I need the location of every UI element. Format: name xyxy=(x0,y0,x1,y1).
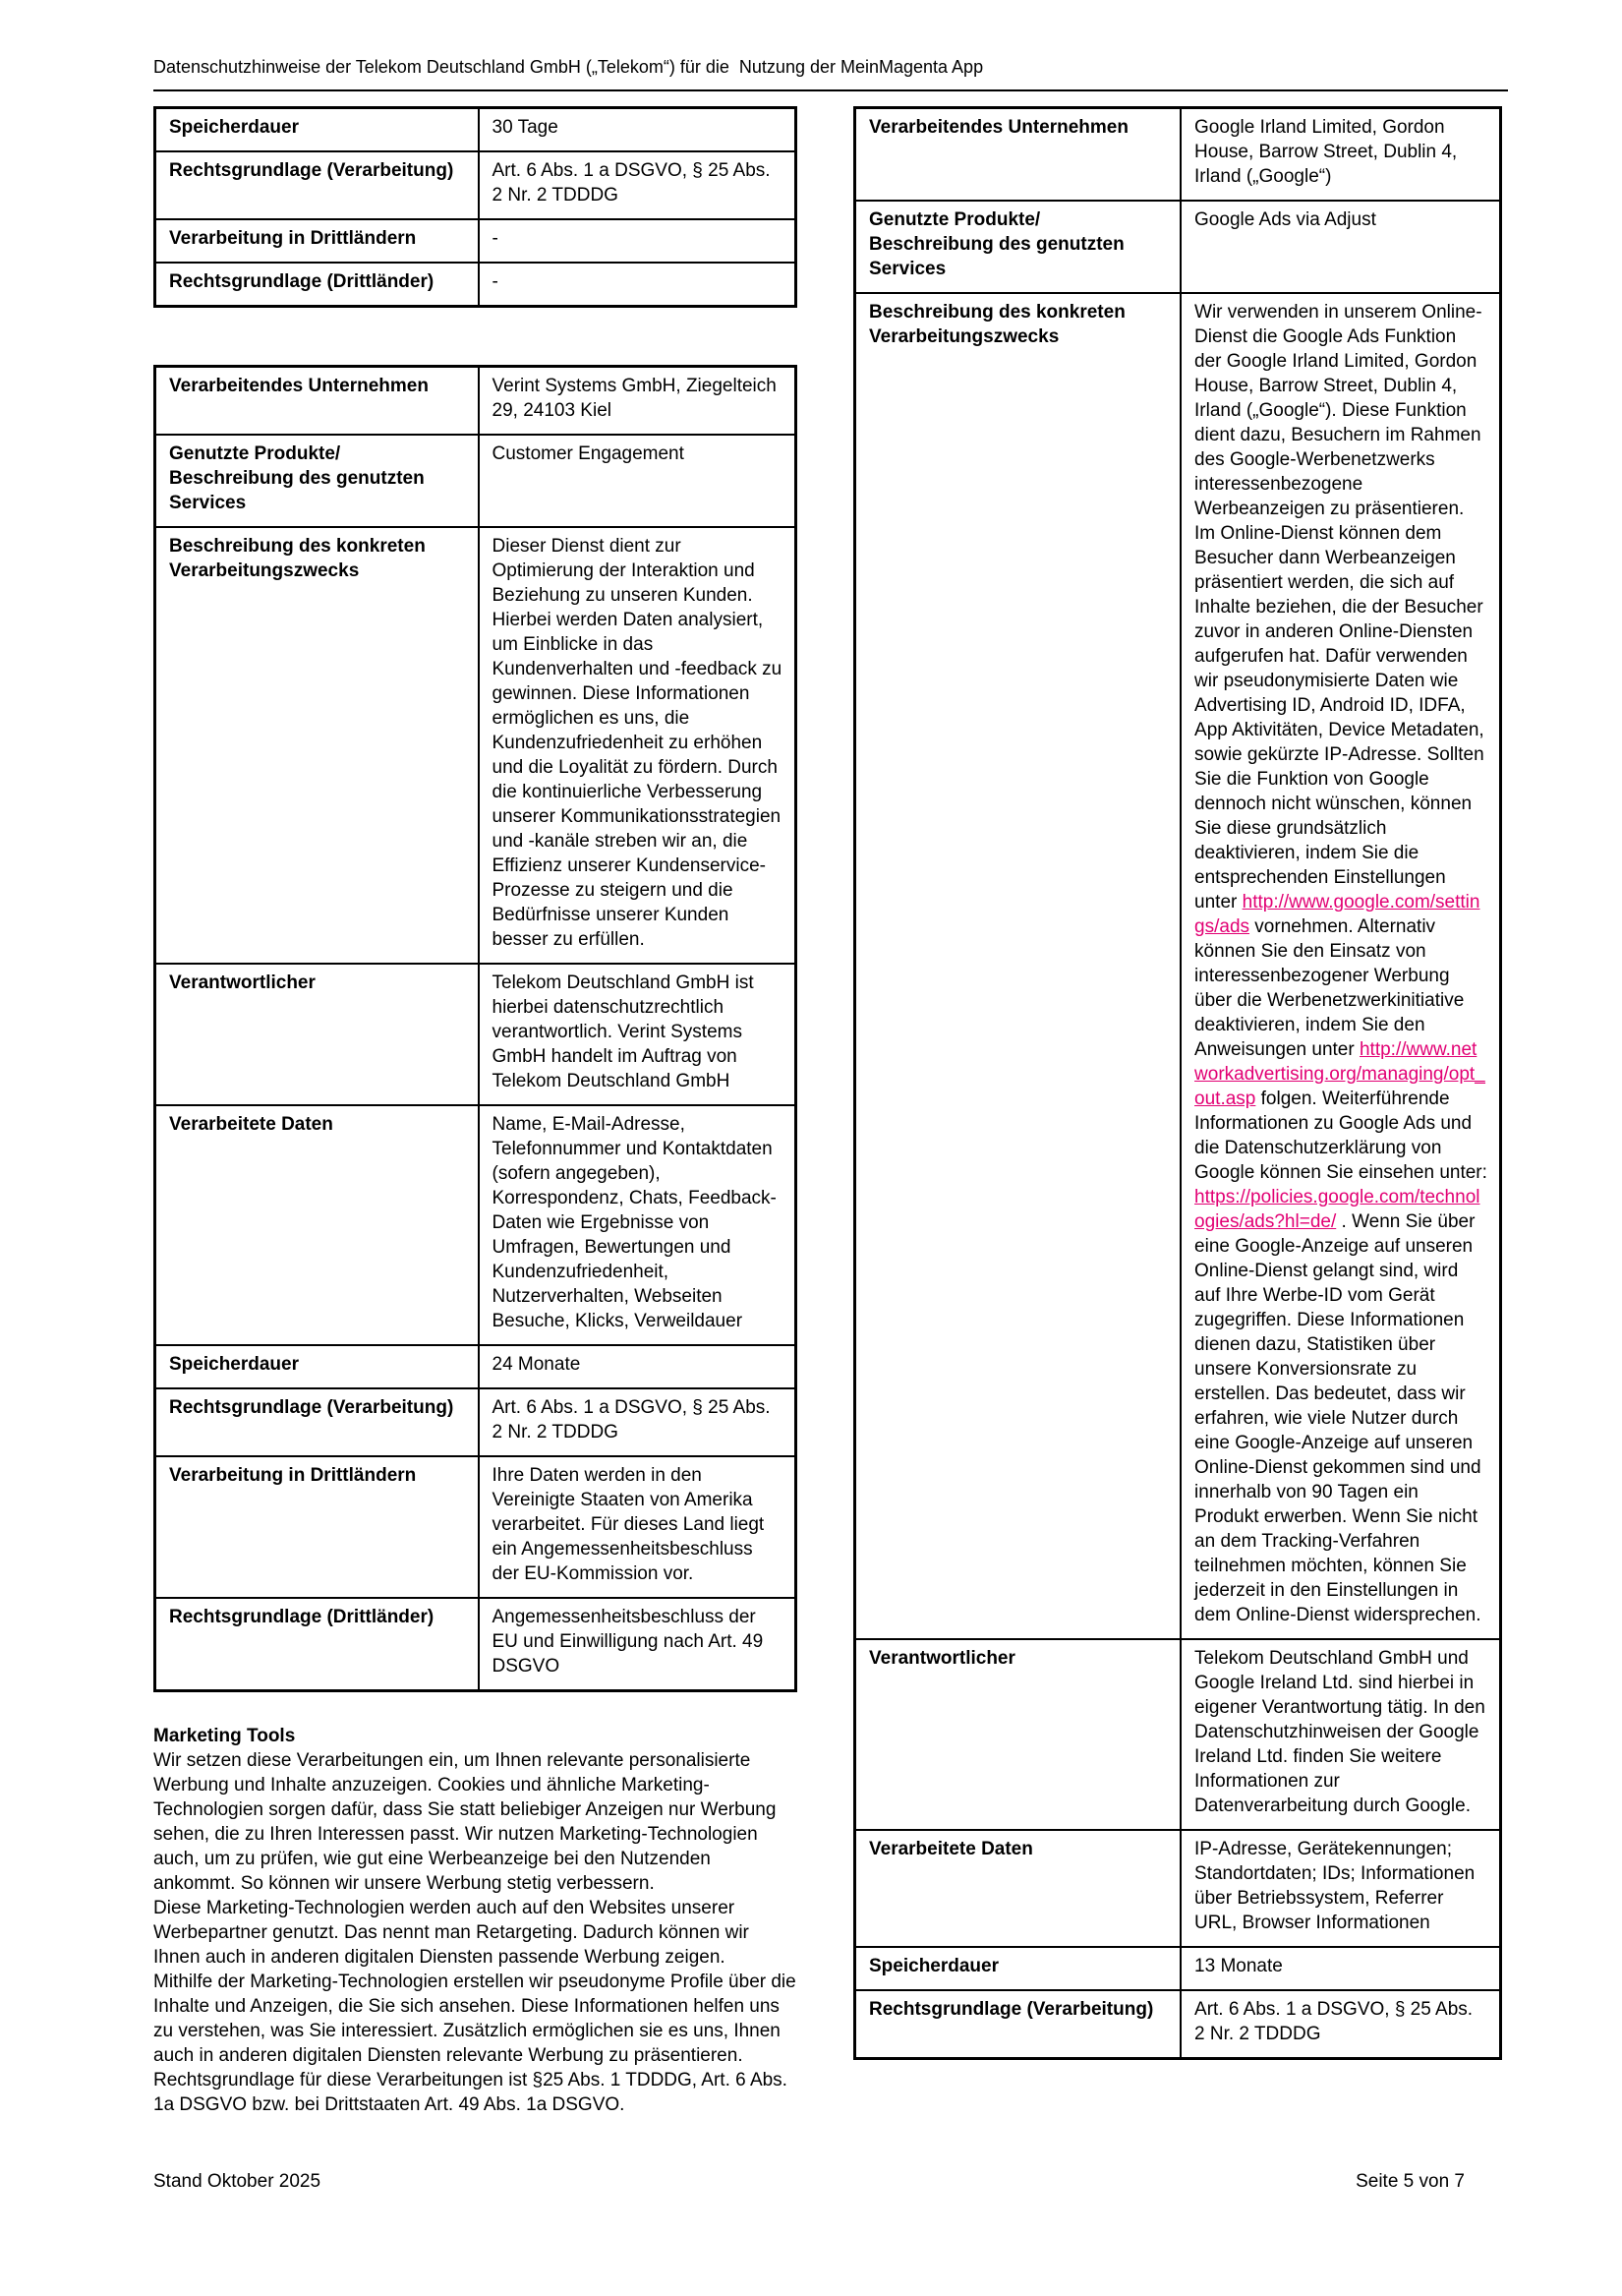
table-row xyxy=(855,1990,1501,2059)
right-column xyxy=(853,106,1502,2060)
table-row xyxy=(155,527,796,964)
table-row xyxy=(155,1598,796,1691)
page-title: Datenschutzhinweise der Telekom Deutschland GmbH („Telekom“) für die Nutzung der MeinMagenta App xyxy=(153,57,984,77)
row-label: Speicherdauer xyxy=(155,108,479,152)
marketing-tools-section xyxy=(153,1724,797,2117)
table-row xyxy=(155,1456,796,1598)
row-value: Google Irland Limited, Gordon House, Barrow Street, Dublin 4, Irland („Google“) xyxy=(1181,108,1500,202)
row-value: 24 Monate xyxy=(479,1345,796,1388)
external-link[interactable]: http://www.google.com/settings/ads xyxy=(1194,892,1480,937)
row-label: Verarbeitung in Drittländern xyxy=(155,1456,479,1598)
row-label: Verarbeitendes Unternehmen xyxy=(855,108,1182,202)
table-row xyxy=(855,293,1501,1639)
row-label: Rechtsgrundlage (Verarbeitung) xyxy=(155,1388,479,1456)
table-row xyxy=(155,435,796,527)
row-label: Rechtsgrundlage (Drittländer) xyxy=(155,1598,479,1691)
table-row xyxy=(855,201,1501,293)
row-value: Art. 6 Abs. 1 a DSGVO, § 25 Abs. 2 Nr. 2 TDDDG xyxy=(479,151,796,219)
row-label: Speicherdauer xyxy=(855,1947,1182,1990)
external-link[interactable]: https://policies.google.com/technologies/ads?hl=de/ xyxy=(1194,1187,1480,1232)
external-link[interactable]: http://www.networkadvertising.org/managing/opt_out.asp xyxy=(1194,1039,1485,1109)
left-column xyxy=(153,106,797,2117)
row-value: IP-Adresse, Gerätekennungen; Standortdaten; IDs; Informationen über Betriebssystem, Referrer URL, Browser Informationen xyxy=(1181,1830,1500,1947)
table-row xyxy=(155,219,796,263)
table-row xyxy=(155,263,796,307)
marketing-tools-text xyxy=(153,1748,797,2117)
marketing-paragraph: Rechtsgrundlage für diese Verarbeitungen ist §25 Abs. 1 TDDDG, Art. 6 Abs. 1a DSGVO bzw. bei Drittstaaten Art. 49 Abs. 1a DSGVO. xyxy=(153,2070,787,2115)
row-label: Rechtsgrundlage (Drittländer) xyxy=(155,263,479,307)
marketing-paragraph: Wir setzen diese Verarbeitungen ein, um Ihnen relevante personalisierte Werbung und Inhalte anzuzeigen. Cookies und ähnliche Marketing-Technologien sorgen dafür, dass Sie statt beliebiger Anzeigen nur Werbung sehen, die zu Ihren Interessen passt. Wir nutzen Marketing-Technologien auch, um zu prüfen, wie gut eine Werbeanzeige bei den Nutzenden ankommt. So können wir unsere Werbung stetig verbessern. xyxy=(153,1750,777,1894)
row-value: Telekom Deutschland GmbH ist hierbei datenschutzrechtlich verantwortlich. Verint Systems GmbH handelt im Auftrag von Telekom Deutschland GmbH xyxy=(479,964,796,1105)
row-value: Art. 6 Abs. 1 a DSGVO, § 25 Abs. 2 Nr. 2 TDDDG xyxy=(1181,1990,1500,2059)
marketing-paragraph: Mithilfe der Marketing-Technologien erstellen wir pseudonyme Profile über die Inhalte und Anzeigen, die Sie sich ansehen. Diese Informationen helfen uns zu verstehen, was Sie interessiert. Zusätzlich ermöglichen sie es uns, Ihnen auch in anderen digitalen Diensten relevante Werbung zu präsentieren. xyxy=(153,1972,796,2066)
row-value: - xyxy=(479,219,796,263)
table-row xyxy=(155,151,796,219)
row-label: Verantwortlicher xyxy=(855,1639,1182,1830)
marketing-tools-heading: Marketing Tools xyxy=(153,1726,296,1746)
row-label: Rechtsgrundlage (Verarbeitung) xyxy=(855,1990,1182,2059)
table-gap xyxy=(153,308,797,365)
table-verint-systems xyxy=(153,365,797,1692)
table-row xyxy=(155,964,796,1105)
document-header xyxy=(153,55,1508,91)
row-label: Genutzte Produkte/ Beschreibung des genutzten Services xyxy=(155,435,479,527)
table-row xyxy=(155,108,796,152)
row-value: Name, E-Mail-Adresse, Telefonnummer und Kontaktdaten (sofern angegeben), Korrespondenz, Chats, Feedback-Daten wie Ergebnisse von Umfragen, Bewertungen und Kundenzufriedenheit, Nutzerverhalten, Webseiten Besuche, Klicks, Verweildauer xyxy=(479,1105,796,1345)
row-value: Angemessenheitsbeschluss der EU und Einwilligung nach Art. 49 DSGVO xyxy=(479,1598,796,1691)
marketing-paragraph: Diese Marketing-Technologien werden auch auf den Websites unserer Werbepartner genutzt. Das nennt man Retargeting. Dadurch können wir Ihnen auch in anderen digitalen Diensten passende Werbung zeigen. xyxy=(153,1898,749,1968)
row-label: Verarbeitete Daten xyxy=(855,1830,1182,1947)
row-label: Rechtsgrundlage (Verarbeitung) xyxy=(155,151,479,219)
row-label: Genutzte Produkte/ Beschreibung des genutzten Services xyxy=(855,201,1182,293)
table-row xyxy=(155,1105,796,1345)
row-label: Beschreibung des konkreten Verarbeitungszwecks xyxy=(155,527,479,964)
table-row xyxy=(155,1388,796,1456)
row-label: Verantwortlicher xyxy=(155,964,479,1105)
row-label: Beschreibung des konkreten Verarbeitungszwecks xyxy=(855,293,1182,1639)
row-value: Google Ads via Adjust xyxy=(1181,201,1500,293)
row-value: Wir verwenden in unserem Online-Dienst die Google Ads Funktion der Google Irland Limited, Gordon House, Barrow Street, Dublin 4, Irland („Google“). Diese Funktion dient dazu, Besuchern im Rahmen des Google-Werbenetzwerks interessenbezogene Werbeanzeigen zu präsentieren. Im Online-Dienst können dem Besucher dann Werbeanzeigen präsentiert werden, die sich auf Inhalte beziehen, die der Besucher zuvor in anderen Online-Diensten aufgerufen hat. Dafür verwenden wir pseudonymisierte Daten wie Advertising ID, Android ID, IDFA, App Aktivitäten, Device Metadaten, sowie gekürzte IP-Adresse. Sollten Sie die Funktion von Google dennoch nicht wünschen, können Sie diese grundsätzlich deaktivieren, indem Sie die entsprechenden Einstellungen unter http://www.google.com/settings/ads vornehmen. Alternativ können Sie den Einsatz von interessenbezogener Werbung über die Werbenetzwerkinitiative deaktivieren, indem Sie den Anweisungen unter http://www.networkadvertising.org/managing/opt_out.asp folgen. Weiterführende Informationen zu Google Ads und die Datenschutzerklärung von Google können Sie einsehen unter: https://policies.google.com/technologies/ads?hl=de/ . Wenn Sie über eine Google-Anzeige auf unseren Online-Dienst gelangt sind, wird auf Ihre Werbe-ID vom Gerät zugegriffen. Diese Informationen dienen dazu, Statistiken über unsere Konversionsrate zu erstellen. Das bedeutet, dass wir erfahren, wie viele Nutzer durch eine Google-Anzeige auf unseren Online-Dienst gekommen sind und innerhalb von 90 Tagen ein Produkt erwerben. Wenn Sie nicht an dem Tracking-Verfahren teilnehmen möchten, können Sie jederzeit in den Einstellungen in dem Online-Dienst widersprechen. xyxy=(1181,293,1500,1639)
table-row xyxy=(855,1830,1501,1947)
table-row xyxy=(855,108,1501,202)
row-value: 13 Monate xyxy=(1181,1947,1500,1990)
table-row xyxy=(855,1639,1501,1830)
content-columns xyxy=(153,106,1508,2117)
row-value: Telekom Deutschland GmbH und Google Ireland Ltd. sind hierbei in eigener Verantwortung tätig. In den Datenschutzhinweisen der Google Ireland Ltd. finden Sie weitere Informationen zur Datenverarbeitung durch Google. xyxy=(1181,1639,1500,1830)
row-label: Verarbeitete Daten xyxy=(155,1105,479,1345)
row-value: Verint Systems GmbH, Ziegelteich 29, 24103 Kiel xyxy=(479,367,796,436)
row-value: 30 Tage xyxy=(479,108,796,152)
table-row xyxy=(155,1345,796,1388)
page-number: Seite 5 von 7 xyxy=(1356,2171,1465,2192)
table-retention-legal xyxy=(153,106,797,308)
row-value: - xyxy=(479,263,796,307)
row-value: Ihre Daten werden in den Vereinigte Staaten von Amerika verarbeitet. Für dieses Land liegt ein Angemessenheitsbeschluss der EU-Kommission vor. xyxy=(479,1456,796,1598)
row-value: Dieser Dienst dient zur Optimierung der Interaktion und Beziehung zu unseren Kunden. Hierbei werden Daten analysiert, um Einblicke in das Kundenverhalten und -feedback zu gewinnen. Diese Informationen ermöglichen es uns, die Kundenzufriedenheit zu erhöhen und die Loyalität zu fördern. Durch die kontinuierliche Verbesserung unserer Kommunikationsstrategien und -kanäle streben wir an, die Effizienz unserer Kundenservice-Prozesse zu steigern und die Bedürfnisse unserer Kunden besser zu erfüllen. xyxy=(479,527,796,964)
table-google-ads xyxy=(853,106,1502,2060)
row-label: Verarbeitung in Drittländern xyxy=(155,219,479,263)
row-label: Verarbeitendes Unternehmen xyxy=(155,367,479,436)
row-label: Speicherdauer xyxy=(155,1345,479,1388)
row-value: Customer Engagement xyxy=(479,435,796,527)
document-version-date: Stand Oktober 2025 xyxy=(153,2171,321,2192)
row-value: Art. 6 Abs. 1 a DSGVO, § 25 Abs. 2 Nr. 2 TDDDG xyxy=(479,1388,796,1456)
table-row xyxy=(855,1947,1501,1990)
table-row xyxy=(155,367,796,436)
